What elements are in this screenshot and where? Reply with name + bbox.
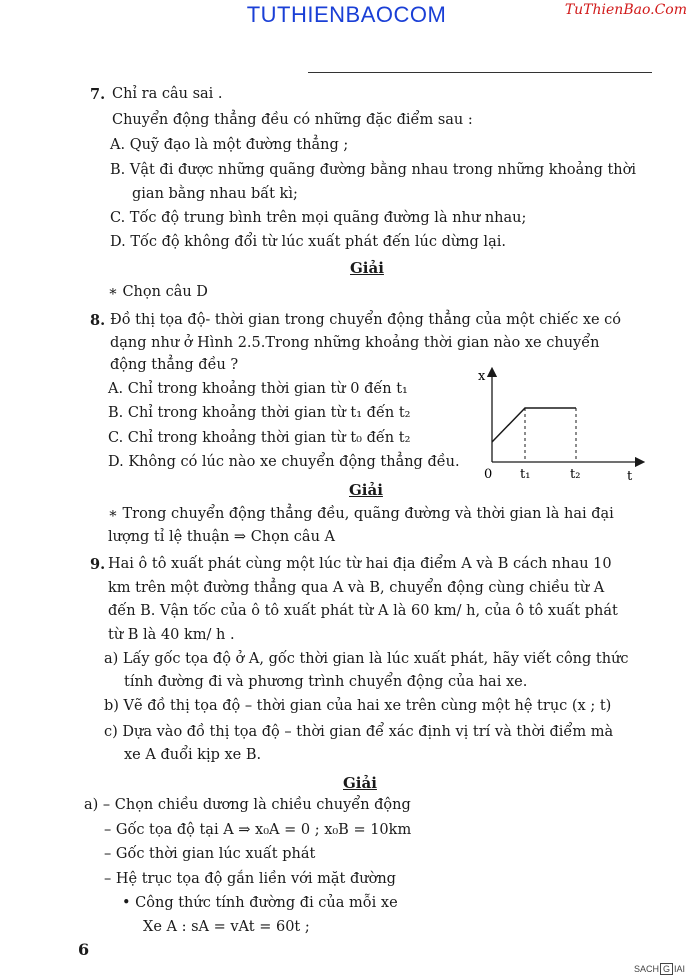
site-brand: TUTHIENBAOCOM — [246, 2, 447, 27]
q7-giai-heading: Giải — [350, 259, 384, 277]
q8-option-c: C. Chỉ trong khoảng thời gian từ t₀ đến t₂ — [108, 430, 411, 446]
q9-stem-line3: đến B. Vận tốc của ô tô xuất phát từ A là 60 km/ h, của ô tô xuất phát — [108, 603, 618, 619]
q9-solution-line6: Xe A : sA = vAt = 60t ; — [143, 919, 310, 935]
header-rule — [308, 72, 652, 73]
q7-option-d: D. Tốc độ không đổi từ lúc xuất phát đến lúc dừng lại. — [110, 234, 506, 250]
script-logo: TuThienBao.Com — [564, 2, 687, 18]
q7-stem: Chuyển động thẳng đều có những đặc điểm sau : — [112, 112, 473, 128]
footer-logo — [634, 964, 685, 974]
q9-stem-line1: Hai ô tô xuất phát cùng một lúc từ hai địa điểm A và B cách nhau 10 — [108, 556, 612, 572]
position-time-graph — [470, 362, 645, 487]
q9-solution-line1: a) – Chọn chiều dương là chiều chuyển động — [84, 797, 411, 813]
page-number: 6 — [78, 940, 90, 959]
q9-stem-line4: từ B là 40 km/ h . — [108, 627, 235, 643]
q8-answer-line2: lượng tỉ lệ thuận ⇒ Chọn câu A — [108, 529, 335, 545]
q9-solution-line5: • Công thức tính đường đi của mỗi xe — [122, 895, 398, 911]
q9-part-a-cont: tính đường đi và phương trình chuyển động của hai xe. — [124, 674, 528, 690]
q7-prompt: Chỉ ra câu sai . — [112, 86, 223, 102]
q9-giai-heading: Giải — [343, 774, 377, 792]
q9-part-b: b) Vẽ đồ thị tọa độ – thời gian của hai xe trên cùng một hệ trục (x ; t) — [104, 698, 612, 714]
q8-option-b: B. Chỉ trong khoảng thời gian từ t₁ đến t₂ — [108, 405, 411, 421]
q7-option-b-cont: gian bằng nhau bất kì; — [132, 186, 298, 202]
q8-stem-line1: Đồ thị tọa độ- thời gian trong chuyển động thẳng của một chiếc xe có — [110, 312, 622, 328]
graph-t1-label: t₁ — [520, 467, 531, 482]
graph-y-label: x — [478, 369, 486, 384]
q8-answer-line1: ∗ Trong chuyển động thẳng đều, quãng đường và thời gian là hai đại — [108, 506, 614, 522]
q7-number: 7. — [90, 86, 106, 103]
q9-part-c-cont: xe A đuổi kịp xe B. — [124, 747, 262, 763]
graph-origin-label: 0 — [484, 467, 493, 482]
q8-option-a: A. Chỉ trong khoảng thời gian từ 0 đến t₁ — [108, 381, 408, 397]
q7-option-a: A. Quỹ đạo là một đường thẳng ; — [110, 137, 349, 153]
q7-answer: ∗ Chọn câu D — [108, 284, 208, 300]
q8-stem-line3: động thẳng đều ? — [110, 357, 239, 373]
q9-part-c: c) Dựa vào đồ thị tọa độ – thời gian để xác định vị trí và thời điểm mà — [104, 724, 614, 740]
footer-logo-box: G — [660, 963, 673, 975]
q8-stem-line2: dạng như ở Hình 2.5.Trong những khoảng thời gian nào xe chuyển — [110, 335, 600, 351]
q9-solution-line3: – Gốc thời gian lúc xuất phát — [104, 846, 316, 862]
footer-logo-right: IAI — [673, 964, 685, 974]
q8-giai-heading: Giải — [349, 481, 383, 499]
q9-part-a: a) Lấy gốc tọa độ ở A, gốc thời gian là lúc xuất phát, hãy viết công thức — [104, 651, 629, 667]
q8-option-d: D. Không có lúc nào xe chuyển động thẳng đều. — [108, 454, 460, 470]
q9-number: 9. — [90, 556, 106, 573]
q7-option-b: B. Vật đi được những quãng đường bằng nhau trong những khoảng thời — [110, 162, 637, 178]
graph-line — [492, 408, 576, 442]
q8-number: 8. — [90, 312, 106, 329]
q9-stem-line2: km trên một đường thẳng qua A và B, chuyển động cùng chiều từ A — [108, 580, 605, 596]
q9-solution-line2: – Gốc tọa độ tại A ⇒ x₀A = 0 ; x₀B = 10km — [104, 822, 412, 838]
graph-t2-label: t₂ — [570, 467, 581, 482]
graph-x-label: t — [627, 469, 633, 484]
q9-solution-line4: – Hệ trục tọa độ gắn liền với mặt đường — [104, 871, 396, 887]
footer-logo-left: SACH — [633, 964, 659, 974]
q7-option-c: C. Tốc độ trung bình trên mọi quãng đường là như nhau; — [110, 210, 527, 226]
